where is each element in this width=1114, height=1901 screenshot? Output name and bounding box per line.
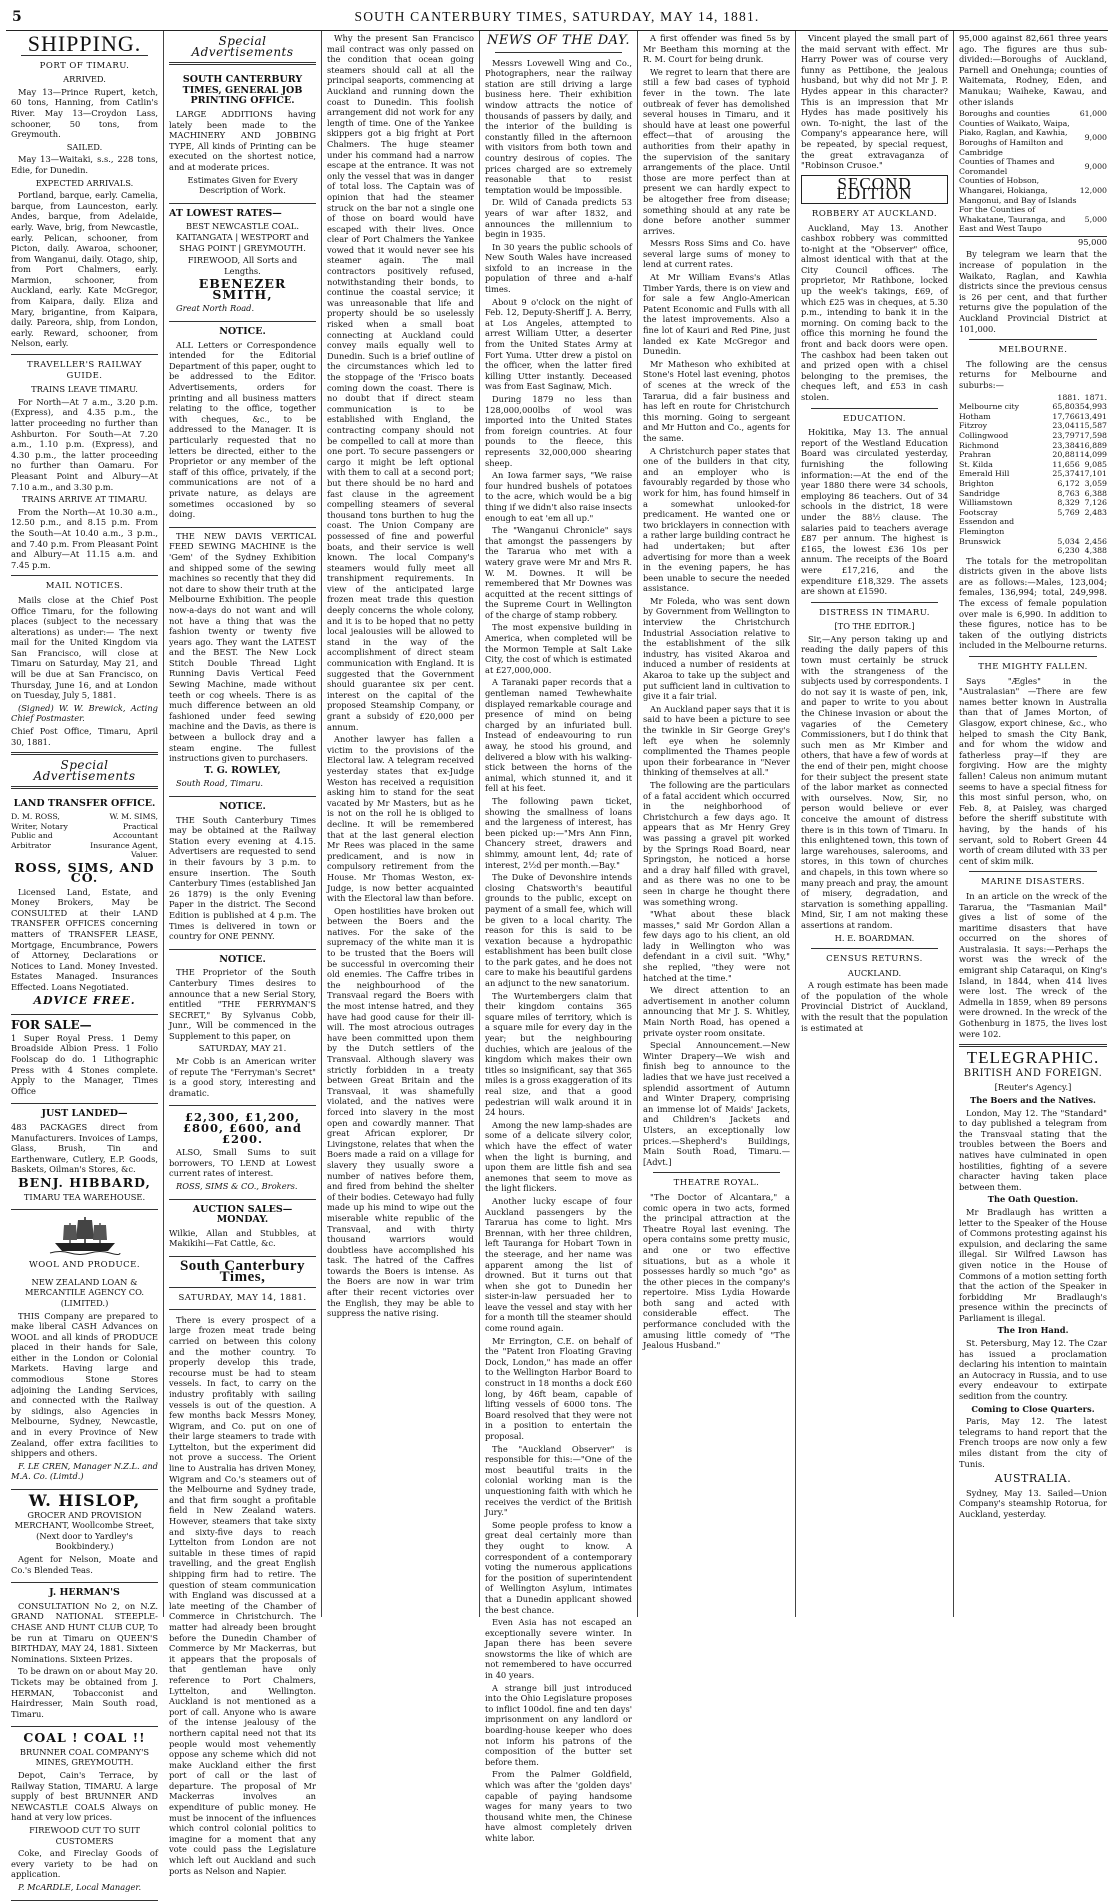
census-heading: CENSUS RETURNS. — [826, 954, 923, 965]
special-ads-heading: Special Advertisements — [33, 758, 136, 783]
news-item: An Auckland paper says that it is said to have been a picture to see the twinkle in Sir George Grey's left eye when he solemnly complimented the Thames people upon their forbearance in "Never thinking of themselves at all." — [643, 703, 790, 778]
news-item: At Mr William Evans's Atlas Timber Yards, there is on view and for sale a few Anglo-American Patent Economic and Fulls with all the latest improvements. Also a fine lot of Kauri and Red Pine, just landed ex Kate McGregor and Dunedin. — [643, 272, 790, 357]
census-table — [959, 109, 1107, 234]
coal-title: COAL ! COAL !! — [23, 1730, 146, 1746]
distress-text: Sir,—Any person taking up and reading the daily papers of this town must certainly be struck with the strangeness of the subjects used by correspondents. I do not say it is waste of pen, ink, and paper to write to you about the Chinese invasion or about the vagaries of the Cemetery Commissioners, but I do think that such men as Mr Kimber and others, that have a few of words at the end of their pen, might choose for their subject the present state of the labor market as connected with ourselves. Now, Sir, no person would believe or ever conceive the amount of distress there is in this town of Timaru. In this enlightened town, this town of large warehouses, salerooms, and stores, in this town of churches and chapels, in this town where so many preach and pray, the amount of misery, degradation, and starvation is something appalling. Mind, Sir, I am not making these assertions at random. — [801, 633, 948, 930]
hibbard-sub: TIMARU TEA WAREHOUSE. — [23, 1191, 146, 1202]
melbourne-cell: Brighton — [959, 478, 994, 488]
melbourne-row — [959, 489, 1107, 499]
hislop-ad — [11, 1490, 158, 1583]
firewood-text: FIREWOOD, All Sorts and Lengths. — [187, 255, 298, 276]
for-sale-ad — [11, 1015, 158, 1104]
melbourne-cell: 5,769 — [1057, 507, 1080, 517]
ross-left: D. M. ROSS, Writer, Notary Public and Arbitrator — [11, 812, 68, 850]
marine-text: In an article on the wreck of the Tararua, the "Tasmanian Mail" gives a list of some of the maritime disasters that have occurred on the shores of Australasia. It says:—Perhaps the worst was the wreck of the emigrant ship Cataraqui, on King's Island, in 1844, when 414 lives were lost. The wreck of the Admella in 1859, when 89 persons were drowned. In the wreck of the Gothenburg in 1875, the lives lost were 102. — [959, 890, 1107, 1039]
melbourne-cell: Fitzroy — [959, 421, 987, 431]
melbourne-cell: Hotham — [959, 411, 991, 421]
distress-sub: [TO THE EDITOR.] — [834, 621, 915, 632]
melbourne-cell: 54,993 — [1079, 402, 1107, 412]
melbourne-cell: Prahran — [959, 450, 992, 460]
nz-loan-ad — [11, 1274, 158, 1490]
census-label: Boroughs and counties — [959, 109, 1050, 119]
theatre-continued: Vincent played the small part of the maid servant with effect. Mr Harry Power was of course very funny as Pettibone, the jealous husband, but why did not Mr J. P. Hydes appear in this character? This is an impression that Mr Hydes has made positively his own. To-night, the last of the Company's appearance here, will be repeated, by special request, the great extravaganza of "Robinson Crusoe." — [801, 33, 948, 171]
melbourne-cell: 6,388 — [1084, 488, 1107, 498]
melbourne-cell — [1052, 517, 1079, 536]
australia-heading: AUSTRALIA. — [994, 1472, 1072, 1486]
melbourne-cell: 23,797 — [1052, 430, 1080, 440]
news-item: Mr Foleda, who was sent down by Government from Wellington to interview the Christchurch Industrial Association relative to the establishment of the silk industry, has visited Akaroa and induced a number of residents at Akaroa to take up the subject and put sufficient land in cultivation to give it a fair trial. — [643, 595, 790, 702]
herman-foot: To be drawn on or about May 20. Tickets may be obtained from J. HERMAN, Tobacconist and Hairdresser, Main South road, Timaru. — [11, 1666, 158, 1719]
trains-arrive-heading: TRAINS ARRIVE AT TIMARU. — [21, 494, 148, 505]
melbourne-cell: 2,456 — [1084, 536, 1107, 546]
mail-text: Mails close at the Chief Post Office Timaru, for the following places (subject to the necessary alterations) as under:— The next mail for the United Kingdom via San Francisco, will close at Timaru on Saturday, May 21, and will be due at San Francisco, on Thursday, June 16, and at London on Tuesday, July 5, 1881. — [11, 594, 158, 701]
notice-editorial — [169, 322, 316, 528]
melbourne-cell: 8,329 — [1057, 498, 1080, 508]
davis-ad — [169, 528, 316, 797]
census-value: 9,000 — [1084, 133, 1107, 143]
news-item: Messrs Ross Sims and Co. have several large sums of money to lend at current rates. — [643, 238, 790, 270]
just-landed-title: JUST LANDED— — [41, 1108, 128, 1120]
paper-date: SATURDAY, MAY 14, 1881. — [178, 1293, 307, 1304]
oath-heading: The Oath Question. — [987, 1194, 1079, 1205]
boers-article: Open hostilities have broken out between the Boers and the natives. For the sake of the supremacy of the white man it is to be trusted that the Boers will be successful in overcoming their old enemies. The Caffre tribes in the neighbourhood of the Transvaal regard the Boers with the most intense hatred, and they have had good cause for their ill-will. The most atrocious outrages have been committed upon them by the Dutch settlers of the Transvaal. Although slavery was strictly forbidden in a treaty between Great Britain and the Transvaal, it was shamefully violated, and the natives were forced into slavery in the most open and cowardly manner. That great African explorer, Dr Livingstone, relates that when the Boers made a raid on a village for slavery they usually swore a number of natives before them, and fired from behind the shelter of their bodies. Cetewayo had fully made up his mind to wipe out the miserable white republic of the Transvaal, and with thirty thousand warriors would doubtless have accomplished his task. The hatred of the Caffres towards the Boers is intense. As the Boers are now in war trim after their recent victories over the English, they may be able to suppress the native rising. — [327, 905, 474, 1319]
notice-3-date: SATURDAY, MAY 21. — [198, 1043, 287, 1054]
oath-text: Mr Bradlaugh has written a letter to the Speaker of the House of Commons protesting against his expulsion, and declaring the same illegal. Sir Wilfred Lawson has given notice in the House of Commons of a motion setting forth that the action of the Speaker in forbidding Mr Bradlaugh's presence within the precincts of Parliament is illegal. — [959, 1206, 1107, 1323]
sailed-heading: SAILED. — [66, 141, 103, 152]
news-item: Dr. Wild of Canada predicts 53 years of war after 1832, and announces the millennium to begin in 1935. — [485, 197, 632, 240]
rowley-sub: South Road, Timaru. — [176, 778, 264, 789]
british-foreign-heading: BRITISH AND FOREIGN. — [963, 1067, 1103, 1079]
hislop-name: W. HISLOP, — [28, 1491, 141, 1510]
melbourne-cell: 14,099 — [1079, 450, 1107, 460]
news-item: The most expensive building in America, when completed will be the Mormon Temple at Salt Lake City, the cost of which is estimated at £27,000,000. — [485, 622, 632, 675]
mail-heading: MAIL NOTICES. — [45, 581, 124, 592]
money-signature: ROSS, SIMS & CO., Brokers. — [176, 1181, 298, 1191]
education-text: Hokitika, May 13. The annual report of the Westland Education Board was circulated yesterday, furnishing the following information:—At the end of the year 1880 there were 34 schools, employing 86 teachers. Out of 34 schools in the district, 18 were under the 88½ clause. The salaries paid to teachers average £87 per annum. The highest is £165, the lowest £36 10s per annum. The receipts of the Board were £17,216, and the expenditure £18,329. The assets are shown at £1590. — [801, 427, 948, 597]
herman-ad — [11, 1583, 158, 1727]
notice-3-title: NOTICE. — [219, 953, 266, 965]
news-item: A Christchurch paper states that one of the builders in that city, and an employer who is favourably regarded by those who work for him, has found himself in a somewhat unlooked-for predicament. He wanted one or two bricklayers in connection with a rather large building contract he had undertaken; but after advertising for more than a week in the evening papers, he has been unable to secure the needed assistance. — [643, 445, 790, 594]
melbourne-cell: Collingwood — [959, 430, 1009, 440]
smith-sub: Great North Road. — [176, 303, 255, 314]
melbourne-row — [959, 402, 1107, 412]
news-item: The "Auckland Observer" is responsible for this:—"One of the most beautiful traits in the colonial working man is the unquestioning faith with which he receives the verdict of the British Jury." — [485, 1443, 632, 1518]
just-landed-text: 483 PACKAGES direct from Manufacturers. Invoices of Lamps, Glass, Brush, Tin and Earthenware, Cutlery, E.P. Goods, Baskets, Oilman's Stores, &c. — [11, 1121, 158, 1175]
census-label: Counties of Waikato, Waipa, Piako, Raglan, and Kawhia, Boroughs of Hamilton and Cambridge — [959, 118, 1070, 157]
news-heading: NEWS OF THE DAY. — [486, 33, 631, 48]
melbourne-cell: 23,384 — [1052, 440, 1080, 450]
page-number: 5 — [12, 9, 22, 25]
census-label: Counties of Hobson, Whangarei, Hokianga, Mangonui, and Bay of Islands — [959, 176, 1077, 205]
special-ads-heading-2: Special Advertisements — [191, 34, 294, 59]
census-sub: AUCKLAND. — [847, 967, 902, 978]
melbourne-row — [959, 431, 1107, 441]
page-title: SOUTH CANTERBURY TIMES, SATURDAY, MAY 14, 1881. — [354, 9, 760, 24]
column-2 — [164, 31, 322, 1876]
melbourne-cell: 17,101 — [1079, 469, 1107, 479]
coke-signature: P. McARDLE, Local Manager. — [18, 1882, 142, 1892]
mighty-fallen-heading: THE MIGHTY FALLEN. — [978, 662, 1088, 673]
printing-foot: Estimates Given for Every Description of Work. — [187, 174, 298, 196]
news-item: Messrs Lovewell Wing and Co., Photographers, near the railway station are still driving a large business here. Their exhibition window attracts the notice of thousands of passers by daily, and the interior of the building is constantly filled in the afternoon with visitors from both town and country desirous of copies. The prices charged are so extremely reasonable that to resist temptation would be impossible. — [485, 57, 632, 195]
coming-text: Paris, May 12. The latest telegrams to hand report that the French troops are now only a few miles distant from the city of Tunis. — [959, 1416, 1107, 1469]
census-label: For the Counties of Whakatane, Tauranga, and East and West Taupo — [959, 205, 1066, 234]
news-item: Another lucky escape of four Auckland passengers by the Tararua has come to light. Mrs Brennan, with her three children, left Tauranga for Hobart Town in the steerage, and her name was apparent among the list of drowned. But it turns out that when she got to Dunedin her sister-in-law persuaded her to leave the vessel and stay with her for a month till the steamer should come round again. — [485, 1195, 632, 1334]
coal-ad — [11, 1727, 158, 1900]
melbourne-cell: St. Kilda — [959, 459, 993, 469]
melbourne-cell: 2,483 — [1084, 507, 1107, 517]
leader-text: There is every prospect of a large frozen meat trade being carried on between this colony and the mother country. To properly develop this trade, recourse must be had to steam vessels. In fact, to carry on the industry profitably with sailing vessels is out of the question. A few months back Messrs Money, Wigram, and Co. put on one of their large steamers to trade with Lyttelton, but the experiment did not prove a success. The Orient line to Australia has driven Money, Wigram and Co.'s steamers out of the Melbourne and Sydney trade, and that firm sought a profitable field in New Zealand waters. However, steamers that take sixty and sixty-five days to reach Lyttelton from London are not suitable in these times of rapid travelling, and the great English shipping firm had to retire. The question of steam communication with England was discussed at a late meeting of the Chamber of Commerce in Christchurch. The matter had already been brought before the Dunedin Chamber of Commerce by Mr Mackerras, but it appears that the proposals of that gentleman have only reference to Port Chalmers, Lyttelton, and Wellington. Auckland is not mentioned as a port of call. Anyone who is aware of the intense jealousy of the northern capital need not that its people would most vehemently oppose any scheme which did not make Auckland either the first port of call or the last of departure. The proposal of Mr Mackerras involves an expenditure of public money. He must be innocent of the influences which control colonial politics to imagine for a moment that any vote could pass the Legislature which left out Auckland and such ports as Nelson and Napier. — [169, 1314, 316, 1876]
news-item: The Wurtembergers claim that their kingdom contains 365 square miles of territory, which is a square mile for every day in the year; but the neighbouring duchies, which are jealous of the kingdom which makes their own titles so insignificant, say that 365 miles is a gross exaggeration of its real size, and that a good pedestrian will walk around it in 24 hours. — [485, 990, 632, 1118]
expected-text: Portland, barque, early. Camelia, barque, from Launceston, early. Andes, barque, from Adelaide, early. Wave, brig, from Newcastle, early. Pelican, schooner, from Picton, daily. Awaroa, schooner, from Wanganui, daily. Otago, ship, from Port Chalmers, early. Marmion, schooner, from Auckland, early. Kate McGregor, from Kaipara, daily. Eliza and Mary, brigantine, from Kaipara, daily. Pareora, ship, from London, early. Reward, schooner, from Nelson, early. — [11, 190, 158, 349]
news-item: Mr Errington, C.E. on behalf of the "Patent Iron Floating Graving Dock, London," has made an offer to the Wellington Harbor Board to construct in 18 months a dock £60 long, by 46ft beam, capable of lifting vessels of 6000 tons. The Board resolved that they were not in a position to entertain the proposal. — [485, 1335, 632, 1441]
melbourne-cell: 4,388 — [1084, 546, 1107, 556]
boers-heading: The Boers and the Natives. — [970, 1095, 1096, 1105]
brunner-name: BRUNNER COAL COMPANY'S MINES, GREYMOUTH. — [19, 1746, 150, 1768]
melbourne-col-header: 1881. — [1057, 392, 1080, 402]
melbourne-text: The following are the census returns for Melbourne and suburbs:— — [959, 358, 1107, 390]
melbourne-row — [959, 508, 1107, 518]
news-item: A Taranaki paper records that a gentleman named Tewhewhaite displayed remarkable courage and presence of mind on being charged by an infuriated bull. Instead of endeavouring to run away, he stood his ground, and delivered a blow with his walking-stick between the horns of the animal, which stunned it, and it fell at his feet. — [485, 677, 632, 794]
coke-text: Coke, and Fireclay Goods of every variety to be had on application. — [11, 1848, 158, 1880]
ship-icon — [50, 1213, 120, 1255]
melbourne-row — [959, 537, 1107, 547]
column-4 — [480, 31, 638, 1843]
census-text: A rough estimate has been made of the population of the whole Provincial District of Auckland, with the result that the population is estimated at — [801, 980, 948, 1033]
news-item: We direct attention to an advertisement in another column announcing that Mr J. S. Whitley, Main North Road, has opened a private oyster room onsitate. — [643, 985, 790, 1038]
census-row — [959, 157, 1107, 176]
melbourne-cell: Melbourne city — [959, 402, 1020, 412]
melbourne-cell: 15,587 — [1079, 421, 1107, 431]
auction-ad — [169, 1200, 316, 1257]
column-3 — [322, 31, 480, 1617]
melbourne-col-header: 1871. — [1084, 392, 1107, 402]
nz-loan-signature: F. LE CREN, Manager N.Z.L. and M.A. Co. (Limtd.) — [11, 1460, 158, 1482]
news-item: The following are the particulars of a fatal accident which occurred in the neighborhood of Christchurch a few days ago. It appears that as Mr Henry Grey was passing a gravel pit worked by the Springs Road Board, near Springston, he noticed a horse and a dray half filled with gravel, and as there was no one to be seen in charge he thought there was something wrong. — [643, 779, 790, 907]
money-amounts: £2,300, £1,200, £800, £600, and £200. — [183, 1110, 302, 1146]
money-ad — [169, 1106, 316, 1199]
mighty-fallen-text: Says "Ægles" in the "Australasian" —There are few names better known in Australia than that of James Morton, of Glasgow, export chinese, &c., who helped to smash the City Bank, and for whom the widow and fatherless pray—if they are forgiving. How are the mighty fallen! Caleus non animum mutant seems to have a special fitness for this most sinful person, who, on Feb. 8, at Paisley, was charged before the sheriff substitute with having, by the hands of his servant, sold to Robert Green 44 worth of cream diluted with 33 per cent of skim milk. — [959, 675, 1107, 866]
land-transfer-ad — [11, 794, 158, 1015]
melbourne-table — [959, 393, 1107, 556]
iron-heading: The Iron Hand. — [997, 1325, 1069, 1336]
printing-title: SOUTH CANTERBURY TIMES, GENERAL JOB PRINTING OFFICE. — [182, 74, 303, 107]
printing-text: LARGE ADDITIONS having lately been made to the MACHINERY AND JOBBING TYPE, All kinds of Printing can be executed on the shortest notice, and at moderate prices. — [169, 108, 316, 172]
cobb-text: Mr Cobb is an American writer of repute The "Ferryman's Secret" is a good story, interesting and dramatic. — [169, 1056, 316, 1098]
herman-text: CONSULTATION No 2, on N.Z. GRAND NATIONAL STEEPLE-CHASE AND HUNT CLUB CUP, To be run at Timaru on QUEEN'S BIRTHDAY, MAY 24, 1881. Sixteen Nominations. Sixteen Prizes. — [11, 1600, 158, 1664]
census-telegram: By telegram we learn that the increase of population in the Waikato, Raglan, and Kawhia districts since the previous census is 26 per cent, and that further returns give the population of the Auckland Provincial District at 101,000. — [959, 249, 1107, 334]
education-heading: EDUCATION. — [843, 413, 906, 424]
coal-names: BEST NEWCASTLE COAL. KAITANGATA | WESTPORT and SHAG POINT | GREYMOUTH. — [176, 221, 309, 253]
melbourne-cell: 5,034 — [1057, 536, 1080, 546]
ross-text: Licensed Land, Estate, and Money Brokers, May be CONSULTED at their LAND TRANSFER OFFICES concerning matters of TRANSFER LEASE, Mortgage, Encumbrance, Powers of Attorney, Declarations or Notices to Land. Money Invested. Estates Managed. Insurances Effected. Loans Negotiated. — [11, 886, 158, 993]
news-item: We regret to learn that there are still a few bad cases of typhoid fever in the town. The late outbreak of fever has demolished several houses in Timaru, and it should have at least one powerful effect—that of arousing the authorities from their apathy in the supervision of the sanitary arrangements of the place. Until those are more perfect than at present we can hardly expect to be altogether free from disease; something should at any rate be done before another summer arrives. — [643, 66, 790, 236]
census-value: 12,000 — [1079, 185, 1107, 195]
census-row — [959, 109, 1107, 119]
melbourne-cell: Williamstown — [959, 498, 1013, 508]
leader-continued: Why the present San Francisco mail contract was only passed on the condition that ocean going steamers should call at all the principal seaports, commencing at Auckland and running down the coast to Dunedin. This foolish arrangement did not work for any length of time. One of the Yankee skippers got a big fright at Port Chalmers. The huge steamer under his command had a narrow escape at the entrance. It was not only the vessel that was in danger of total loss. The Captain was of opinion that had the steamer struck on the bar not a single one of those on board would have escaped with their lives. Once clear of Port Chalmers the Yankee vowed that it would never see his steamer again. The mail contractors positively refused, notwithstanding their bonds, to continue the coastal service; it was unreasonable that life and property should be so uselessly risked when a small boat connecting at Auckland could convey mails equally well to Dunedin. Such is a brief outline of the circumstances which led to the stoppage of the 'Frisco boats coming down the coast. There is no doubt that if direct steam communication is to be established with England, the contracting company should not be compelled to call at more than one port. To secure passengers or cargo it might be left optional with them to call at a second port; but there should be no hard and fast clause in the agreement compelling steamers of several thousand tons burthen to hug the coast. The Union Company are possessed of fine and powerful boats, and their service is well known. The local Company's steamers would fully meet all transhipment requirements. In view of the anticipated large frozen meat trade this question deeply concerns the whole colony, and it is to be hoped that no petty local jealousies will be allowed to stand in the way of the accomplishment of direct steam communication with England. It is suggested that the Government should guarantee six per cent. interest on the capital of the proposed Steamship Company, or grant a subsidy of £20,000 per annum. — [327, 33, 474, 732]
melbourne-cell: 16,889 — [1079, 440, 1107, 450]
columns — [6, 31, 1108, 1892]
second-edition-banner: SECOND EDITION — [801, 175, 948, 204]
melbourne-cell: 8,763 — [1057, 488, 1080, 498]
column-5 — [638, 31, 796, 1617]
shipping-heading: SHIPPING. — [27, 31, 142, 56]
news-item: A first offender was fined 5s by Mr Beetham this morning at the R. M. Court for being drunk. — [643, 33, 790, 65]
census-row — [959, 176, 1107, 205]
melbourne-heading: MELBOURNE. — [998, 345, 1068, 356]
electoral-article: Another lawyer has fallen a victim to the provisions of the Electoral law. A telegram received yesterday states that ex-Judge Weston has received a requisition asking him to stand for the seat vacated by Mr Masters, but as he is not on the roll he is obliged to decline. It will be remembered that at the last general election Mr Rees was placed in the same predicament, and is now in compulsory retirement from the House. Mr Thomas Weston, ex-Judge, is now better acquainted with the Electoral law than before. — [327, 734, 474, 904]
news-item: In 30 years the public schools of New South Wales have increased sixfold to an increase in the population of three and a-half times. — [485, 241, 632, 295]
melbourne-cell: 6,230 — [1057, 546, 1080, 556]
news-item: "What about these black masses," said Mr Gordon Allan a few days ago to his client, an old lady in Wellington who was defendant in a civil suit. "Why," she replied, "they were not hatched at the time." — [643, 909, 790, 983]
arrived-text: May 13—Prince Rupert, ketch, 60 tons, Hanning, from Catlin's River. May 13—Croydon Lass, schooner, 50 tons, from Greymouth. — [11, 86, 158, 140]
melbourne-cell: 6,172 — [1057, 478, 1080, 488]
nz-loan-title: NEW ZEALAND LOAN & MERCANTILE AGENCY CO. (LIMITED.) — [24, 1276, 145, 1308]
melbourne-cell: 17,598 — [1079, 430, 1107, 440]
news-item: The following pawn ticket, showing the smallness of loans and the largeness of interest, has been picked up:—"Mrs Ann Finn, Chancery street, drawers and shimmy, amount lent, 4d; rate of interest, 2½d per month.—Bay." — [485, 795, 632, 870]
robbery-heading: ROBBERY AT AUCKLAND. — [811, 208, 938, 219]
just-landed-ad — [11, 1104, 158, 1210]
census-label: Counties of Thames and Coromandel — [959, 157, 1055, 176]
distress-signature: H. E. BOARDMAN. — [834, 932, 915, 943]
boers-text: London, May 12. The "Standard" to day published a telegram from the Transvaal stating that the troubles between the Boers and natives have culminated in open hostilities, fighting of a severe character having taken place between them. — [959, 1107, 1107, 1192]
melbourne-cell — [1080, 517, 1107, 536]
news-item: Some people profess to know a great deal certainly more than they ought to know. A correspondent of a contemporary voting the numerous applications for the position of superintendent of Wellington Asylum, intimates that a Dunedin applicant showed the best chance. — [485, 1519, 632, 1615]
trains-leave-text: For North—At 7 a.m., 3.20 p.m. (Express), and 4.35 p.m., the latter proceeding no further than Ashburton. For South—At 7.20 a.m., 1.10 p.m. (Express), and 4.30 p.m., the latter proceeding no further than Oamaru. For Pleasant Point and Albury—At 7.10 a.m., and 3.30 p.m. — [11, 396, 158, 492]
melbourne-row — [959, 479, 1107, 489]
melbourne-row — [959, 450, 1107, 460]
brunner-text: Depot, Cain's Terrace, by Railway Station, TIMARU. A large supply of best BRUNNER AND NEWCASTLE COALS Always on hand at very low prices. — [11, 1770, 158, 1823]
melbourne-cell: 7,126 — [1084, 498, 1107, 508]
melbourne-row — [959, 469, 1107, 479]
smith-name: EBENEZER SMITH, — [198, 276, 287, 302]
melbourne-cell: Essendon and Flemington — [959, 517, 1015, 536]
davis-text: THE NEW DAVIS VERTICAL FEED SEWING MACHINE is the 'Gem' of the Sydney Exhibition and shipped some of the sewing machines so recently that they did not dare to show their truth at the Melbourne Exhibition. The people now-a-days do not want and will not have a thing that was the fashion twenty or twenty five years ago. They want the LATEST and the BEST. The New Lock Stitch Double Thread Light Running Davis Vertical Feed Sewing Machine, made without teeth or cog wheels. There is as much difference between an old fashioned under feed sewing machine and the Davis, as there is between a bullock dray and a steam engine. The fullest instructions given to purchasers. — [169, 530, 316, 764]
melbourne-cell — [959, 546, 1052, 556]
melbourne-row — [959, 546, 1107, 556]
paper-nameplate: South Canterbury Times, — [179, 1257, 306, 1285]
news-item: From the Palmer Goldfield, which was after the 'golden days' capable of paying handsome wages for many years to two thousand white men, the Chinese have almost completely driven white labor. — [485, 1769, 632, 1843]
marine-heading: MARINE DISASTERS. — [981, 877, 1085, 888]
news-item: The Duke of Devonshire intends closing Chatsworth's beautiful grounds to the public, except on payment of a small fee, which will be given to a local charity. The reason for this is said to be vexation because a hydropathic establishment has been built close to the park gates, and he does not care to make his beautiful gardens an adjunct to the new sanatorium. — [485, 872, 632, 989]
auction-text: Wilkie, Allan and Stubbles, at Makikihi—Fat Cattle, &c. — [169, 1227, 316, 1249]
melbourne-cell: Emerald Hill — [959, 469, 1010, 479]
melbourne-row — [959, 421, 1107, 431]
melbourne-row — [959, 441, 1107, 451]
trains-leave-heading: TRAINS LEAVE TIMARU. — [31, 384, 138, 395]
notice-2-text: THE South Canterbury Times may be obtained at the Railway Station every evening at 4.15. Advertisers are requested to send in their favours by 3 p.m. to ensure insertion. The South Canterbury Times (established Jan 26 1879) is the only Evening Paper in the district. The Second Edition is published at 4 p.m. The Times is delivered in town or country for ONE PENNY. — [169, 814, 316, 942]
auction-title: AUCTION SALES—MONDAY. — [192, 1203, 293, 1226]
melbourne-cell: 17,766 — [1052, 411, 1080, 421]
telegraphic-heading: TELEGRAPHIC. — [966, 1048, 1100, 1068]
notice-serial — [169, 950, 316, 1107]
melbourne-cell: Sandridge — [959, 488, 1000, 498]
page-header — [6, 4, 1108, 31]
australia-text: Sydney, May 13. Sailed—Union Company's steamship Rotorua, for Auckland, yesterday. — [959, 1487, 1107, 1519]
column-7 — [954, 31, 1112, 1617]
notice-distribution — [169, 797, 316, 950]
census-value: 9,000 — [1084, 161, 1107, 171]
for-sale-text: 1 Super Royal Press. 1 Demy Broadside Albion Press. 1 Folio Foolscap do do. 1 Lithographic Press with 4 Stones complete. Apply to the Manager, Times Office — [11, 1032, 158, 1096]
census-total: 95,000 — [959, 236, 1107, 248]
news-item: Even Asia has not escaped an exceptionally severe winter. In Japan there has been severe snowstorms the like of which are not remembered to have occurred in 40 years. — [485, 1617, 632, 1681]
advice-free: ADVICE FREE. — [33, 993, 136, 1007]
news-item: Among the new lamp-shades are some of a delicate silvery color, which have the effect of water when the light is burning, and upon them are little fish and sea anemones that seem to move as the light flickers. — [485, 1119, 632, 1194]
melbourne-row — [959, 460, 1107, 470]
coming-heading: Coming to Close Quarters. — [971, 1403, 1095, 1414]
notice-3-text: THE Proprietor of the South Canterbury Times desires to announce that a new Serial Story, entitled "THE FERRYMAN'S SECRET," By Sylvanus Cobb, Junr., Will be commenced in the Supplement to this paper, on — [169, 967, 316, 1041]
melbourne-cell: 11,656 — [1052, 459, 1080, 469]
news-item: During 1879 no less than 128,000,000lbs of wool was imported into the United States from foreign countries. At four pounds to the fleece, this represents 32,000,000 shearing sheep. — [485, 394, 632, 468]
hislop-text: Agent for Nelson, Moate and Co.'s Blended Teas. — [11, 1553, 158, 1575]
railway-heading: TRAVELLER'S RAILWAY GUIDE. — [27, 360, 142, 381]
column-1 — [6, 31, 164, 1892]
reuter-line: [Reuter's Agency.] — [994, 1082, 1072, 1093]
herman-title: J. HERMAN'S — [49, 1587, 120, 1599]
melbourne-cell: 23,041 — [1052, 421, 1080, 431]
theatre-text: "The Doctor of Alcantara," a comic opera in two acts, formed the principal attraction at the Theatre Royal last evening. The opera contains some pretty music, and one or two effective situations, but as a whole it possesses hardly so much "go" as the other pieces in the company's repertoire. Miss Lydia Howarde both sang and acted with considerable effect. The performance concluded with the amusing little comedy of "The Jealous Husband." — [643, 1191, 790, 1351]
column-6 — [796, 31, 954, 1617]
wool-heading: WOOL AND PRODUCE. — [28, 1260, 141, 1271]
notice-1-title: NOTICE. — [219, 326, 266, 338]
nz-loan-text: THIS Company are prepared to make liberal CASH Advances on WOOL and all kinds of PRODUCE placed in their hands for Sale, either in the London or Colonial Markets. Having large and commodious Stone Stores adjoining the Landing Services, and connected with the Railway by sidings, also Agencies in Melbourne, Sydney, Newcastle, and in every Province of New Zealand, offer extra facilities to shippers and others. — [11, 1310, 158, 1459]
theatre-heading: THEATRE ROYAL. — [673, 1178, 760, 1189]
land-transfer-title: LAND TRANSFER OFFICE. — [13, 798, 156, 810]
mail-date: Chief Post Office, Timaru, April 30, 1881. — [11, 726, 158, 747]
arrived-heading: ARRIVED. — [63, 74, 106, 85]
hislop-sub: GROCER AND PROVISION MERCHANT, Woollcombe Street, (Next door to Yardley's Bookbindery.) — [14, 1509, 155, 1552]
melbourne-cell: Richmond — [959, 440, 999, 450]
news-item: About 9 o'clock on the night of Feb. 12, Deputy-Sheriff J. A. Berry, at Los Angeles, attempted to arrest William Utter, a deserter from the United States Army at Fort Yuma. Utter drew a pistol on the officer, when the latter fired killing Utter instantly. Deceased was from East Saginaw, Mich. — [485, 296, 632, 392]
ross-right: W. M. SIMS, Practical Accountant Insurance Agent, Valuer. — [90, 812, 158, 859]
melbourne-cell: 3,059 — [1084, 478, 1107, 488]
census-value: 61,000 — [1079, 109, 1107, 119]
melbourne-row — [959, 412, 1107, 422]
expected-heading: EXPECTED ARRIVALS. — [35, 177, 134, 188]
money-text: ALSO, Small Sums to suit borrowers, TO LEND at Lowest current rates of interest. — [169, 1147, 316, 1179]
trains-arrive-text: From the North—At 10.30 a.m., 12.50 p.m., and 8.15 p.m. From the South—At 10.40 a.m., 3 p.m., and 7.40 p.m. From Pleasant Point and Albury—At 11.15 a.m. and 7.45 p.m. — [11, 506, 158, 570]
mail-signature: (Signed) W. W. Brewick, Acting Chief Postmaster. — [11, 702, 158, 724]
robbery-text: Auckland, May 13. Another cashbox robbery was committed to-night at the "Observer" office, almost identical with that at the City Council offices. The proprietor, Mr Rathbone, locked up the week's takings, £69, of which £25 was in cheques, at 5.30 p.m., intending to bank it in the morning. On coming back to the office this morning he found the front and back doors were open. The cashbox had been taken out and prized open with a chisel belonging to the premises, the cheques left, and £53 in cash stolen. — [801, 222, 948, 402]
for-sale-title: FOR SALE— — [11, 1018, 92, 1033]
news-item: Mr Matheson who exhibited at Stone's Hotel last evening, photos of scenes at the wreck of the Tararua, did a fair business and has left en route for Christchurch this morning. Going to sergeant and Mr Hutton and Co., agents for the same. — [643, 358, 790, 443]
melbourne-row — [959, 498, 1107, 508]
news-item: The "Wanganui Chronicle" says that amongst the passengers by the Tararua who met with a watery grave were Mr and Mrs R. W. M. Downes. It will be remembered that Mr Downes was acquitted at the recent sittings of the Supreme Court in Wellington of the charge of stamp robbery. — [485, 525, 632, 620]
printing-ad — [169, 70, 316, 204]
coal-rates-ad — [169, 204, 316, 322]
distress-heading: DISTRESS IN TIMARU. — [819, 607, 930, 618]
port-heading: PORT OF TIMARU. — [39, 60, 130, 71]
lowest-rates: AT LOWEST RATES— — [169, 207, 282, 219]
melbourne-cell: 65,803 — [1052, 402, 1080, 412]
news-item: Special Announcement.—New Winter Drapery—We wish and finish beg to announce to the ladies that we have just received a splendid assortment of Autumn and Winter Drapery, comprising an immense lot of Maids' Jackets, and Children's Jackets and Ulsters, an exceptionally low prices.—Shepherd's Buildings, Main South Road, Timaru.—[Advt.] — [643, 1040, 790, 1167]
census-continued: 95,000 against 82,661 three years ago. The figures are thus sub-divided:—Boroughs of Auckland, Parnell and Onehunga; counties of Waitemata, Rodney, Eden, and Manukau; Waiheke, Kawau, and other islands — [959, 33, 1107, 107]
ross-sims-name: ROSS, SIMS, AND CO. — [14, 859, 155, 886]
census-value: 5,000 — [1084, 214, 1107, 224]
census-row — [959, 205, 1107, 234]
sailed-text: May 13—Waitaki, s.s., 228 tons, Edie, for Dunedin. — [11, 154, 158, 175]
melbourne-cell: 9,085 — [1084, 459, 1107, 469]
notice-1-text: ALL Letters or Correspondence intended for the Editorial Department of this paper, ought to be addressed to the Editor. Advertisements, orders for printing and all business matters relating to the office, together with cheques, &c., to be addressed to the Manager. It is particularly requested that no letters be directed, either to the Proprietor or any member of the staff of this office, privately, if the communications are not of a private nature, as delays are sometimes occasioned by so doing. — [169, 339, 316, 520]
census-row — [959, 119, 1107, 157]
melbourne-cell: 20,881 — [1052, 450, 1080, 460]
melbourne-cell: 25,374 — [1052, 469, 1080, 479]
melbourne-col-header — [959, 393, 1052, 403]
rowley-name: T. G. ROWLEY, — [204, 764, 281, 776]
news-item: An Iowa farmer says, "We raise four hundred bushels of potatoes to the acre, which would be a big thing if we didn't also raise insects enough to eat 'em all up." — [485, 470, 632, 523]
melbourne-cell: 13,491 — [1079, 411, 1107, 421]
melbourne-row — [959, 517, 1107, 536]
hibbard-name: BENJ. HIBBARD, — [18, 1174, 151, 1190]
notice-2-title: NOTICE. — [219, 801, 266, 812]
firewood-line: FIREWOOD CUT TO SUIT CUSTOMERS — [29, 1825, 140, 1846]
melbourne-cell: Footscray — [959, 507, 998, 517]
news-item: A strange bill just introduced into the Ohio Legislature proposes to inflict 100dol. fine and ten days' imprisonment on any landlord or boarding-house keeper who does not inform his patrons of the composition of the butter set before them. — [485, 1682, 632, 1767]
iron-text: St. Petersburg, May 12. The Czar has issued a proclamation declaring his intention to maintain an Autocracy in Russia, and to use every endeavour to extirpate sedition from the country. — [959, 1338, 1107, 1402]
melbourne-text-2: The totals for the metropolitan districts given in the above lists are as follows:—Males, 123,004; females, 136,994; total, 249,998. The excess of female population over male is 6,990. In addition to these figures, notice has to be taken of the outlying districts included in the Melbourne returns. — [959, 555, 1107, 651]
melbourne-cell: Brunswick — [959, 536, 1001, 546]
